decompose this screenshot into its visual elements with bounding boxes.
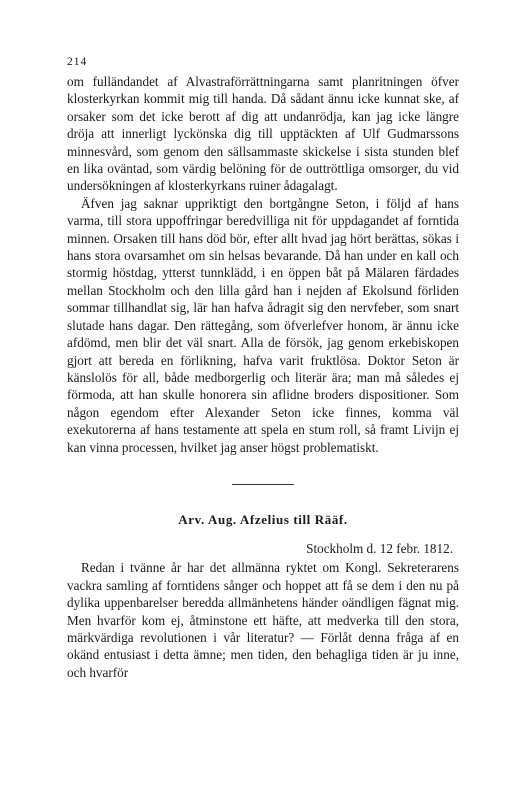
paragraph: Äfven jag saknar uppriktigt den bortgångne Seton, i följd af hans varma, till stora uppoffringar beredvilliga nit för uppdagandet af forntida minnen. Orsaken till hans död bör, efter allt hvad jag hört berättas, sökas i hans stora ovarsamhet om sin helsas bevarande. Då han under en kall och stormig höstdag, ytterst tunnklädd, i en öppen båt på Mälaren färdades mellan Stockholm och den lilla gård han i nejden af Ekolsund förliden sommar tillhandlat sig, lär han hafva ådragit sig den nervfeber, som snart slutade hans dagar. Den rättegång, som öfverlefver honom, är ännu icke afdömd, men blir det väl snart. Alla de försök, jag genom erkebiskopen gjort att bereda en förlikning, hafva varit fruktlösa. Doktor Seton är känslolös för all, både medborgerlig och literär ära; man må således ej förmoda, att han skulle honorera sin aflidne broders dispositioner. Som någon egendom efter Alexander Seton icke finnes, komma väl exekutorerna af hans testamente att spela en stum roll, så framt Livijn ej kan vinna processen, hvilket jag anser högst problematiskt. [67, 195, 459, 455]
letter-body [67, 559, 459, 681]
page-number: 214 [67, 56, 88, 68]
book-page [67, 55, 459, 681]
letter-dateline: Stockholm d. 12 febr. 1812. [306, 540, 453, 556]
paragraph: om fulländandet af Alvastraförrättningarna samt planritningen öfver klosterkyrkan kommit mig till handa. Då sådant ännu icke kunnat ske, af orsaker som det icke berott af dig att undanrödja, kan jag icke längre dröja att innerligt lyckönska dig till upptäckten af Ulf Gudmarssons minnesvård, som genom den sällsammaste skickelse i sista stunden blef en lika oväntad, som värdig belöning för de outtröttliga omsorger, du vid undersökningen af klosterkyrkans ruiner ådagalagt. [67, 74, 459, 194]
paragraph: Redan i tvänne år har det allmänna ryktet om Kongl. Sekreterarens vackra samling af forntidens sånger och hoppet att få se dem i den nu på dylika uppenbarelser beredda allmänhetens händer oändligen fägnat mig. Men hvarför kom ej, åtminstone ett häfte, att medverka till den stora, märkvärdiga revolutionen i vår literatur? — Förlåt denna fråga af en okänd entusiast i detta ämne; men tiden, den behagliga tiden är ju inne, och hvarför [67, 560, 459, 680]
previous-letter-body [67, 73, 459, 456]
section-divider [232, 484, 294, 485]
letter-heading: Arv. Aug. Afzelius till Rääf. [178, 511, 348, 527]
